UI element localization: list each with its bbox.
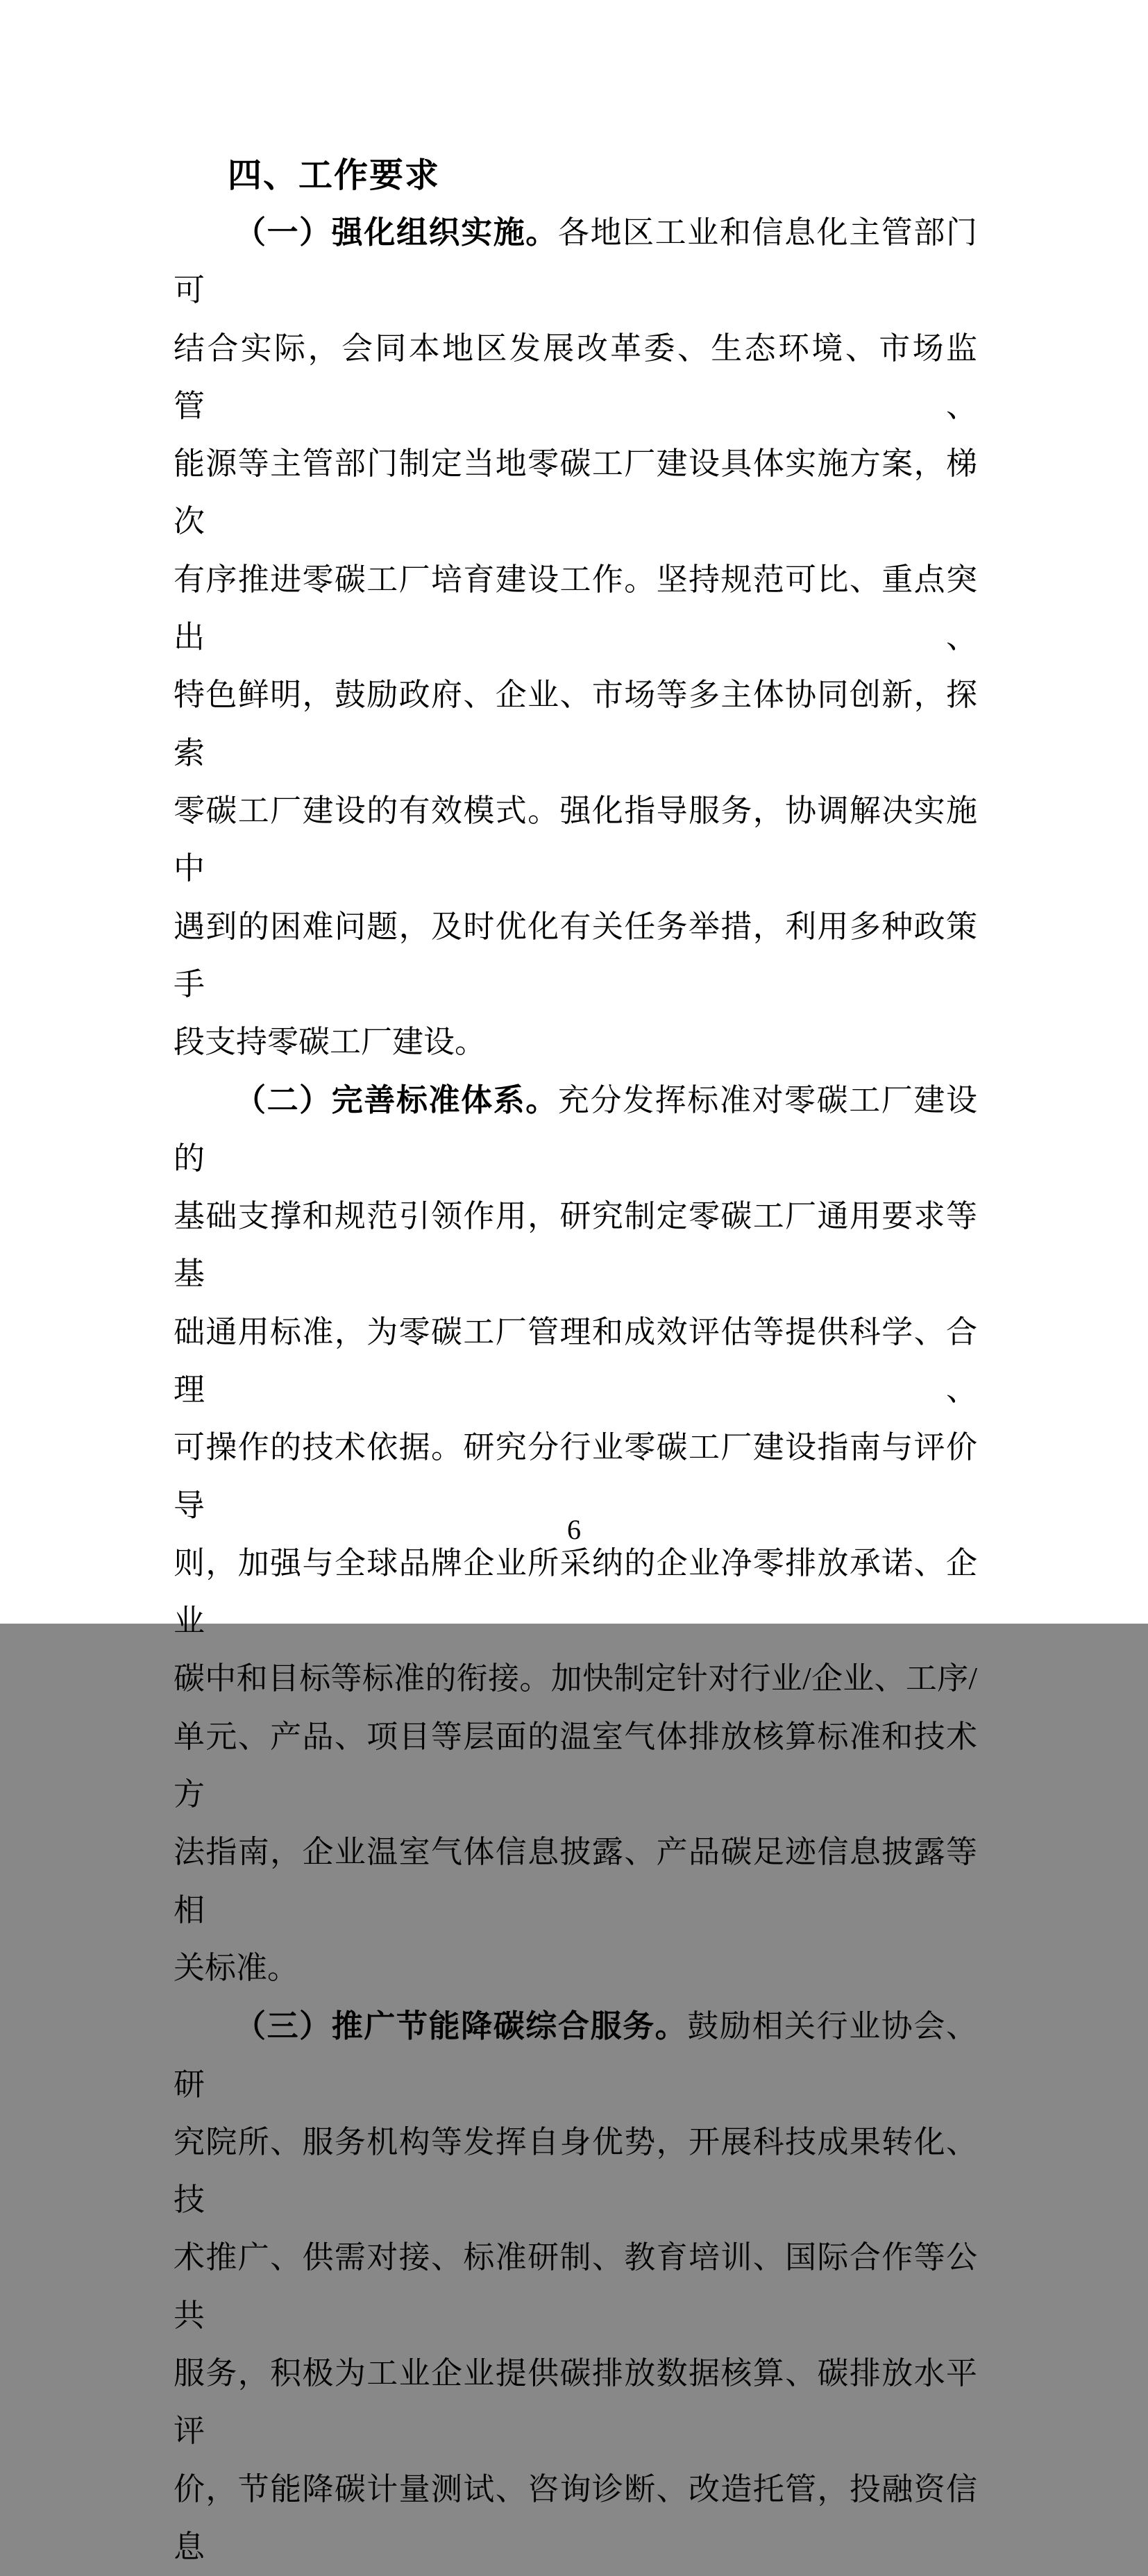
text-line xyxy=(174,2114,977,2230)
paragraph-lead-text: （二）完善标准体系。 xyxy=(235,1082,558,1118)
text-line xyxy=(174,1824,977,1939)
text-line xyxy=(174,1188,977,1304)
text-segment: 段支持零碳工厂建设。 xyxy=(174,1025,487,1060)
text-segment: 碳中和目标等标准的衔接。加快制定针对行业/企业、工序/ xyxy=(174,1661,977,1697)
text-segment: 遇到的困难问题，及时优化有关任务举措，利用多种政策手 xyxy=(174,909,977,1002)
text-segment: 可操作的技术依据。研究分行业零碳工厂建设指南与评价导 xyxy=(174,1430,977,1523)
text-segment: 各地区工业和信息化主管部门可 xyxy=(174,215,977,308)
text-line xyxy=(174,320,977,436)
paragraph xyxy=(174,203,977,1071)
text-line xyxy=(174,2461,977,2576)
text-line xyxy=(174,203,977,320)
text-line xyxy=(174,782,977,898)
text-segment: 鼓励相关行业协会、研 xyxy=(174,2009,977,2102)
text-line xyxy=(174,2345,977,2461)
paragraph-container xyxy=(174,203,977,2576)
text-segment: 术推广、供需对接、标准研制、教育培训、国际合作等公共 xyxy=(174,2240,977,2333)
text-segment: 零碳工厂建设的有效模式。强化指导服务，协调解决实施中 xyxy=(174,793,977,886)
text-line xyxy=(174,1939,977,1997)
text-line xyxy=(174,1535,977,1651)
text-segment: 法指南，企业温室气体信息披露、产品碳足迹信息披露等相 xyxy=(174,1835,977,1928)
text-segment: 能源等主管部门制定当地零碳工厂建设具体实施方案，梯次 xyxy=(174,446,977,539)
text-line xyxy=(174,2229,977,2345)
text-line xyxy=(174,435,977,551)
text-line xyxy=(174,1650,977,1708)
text-line xyxy=(174,666,977,782)
text-segment: 则，加强与全球品牌企业所采纳的企业净零排放承诺、企业 xyxy=(174,1545,977,1639)
text-segment: 有序推进零碳工厂培育建设工作。坚持规范可比、重点突出、 xyxy=(174,562,977,655)
paragraph-lead-text: （三）推广节能降碳综合服务。 xyxy=(235,2008,688,2044)
page-number: 6 xyxy=(567,1514,581,1545)
text-line xyxy=(174,1708,977,1824)
paragraph xyxy=(174,1997,977,2576)
text-line xyxy=(174,1304,977,1420)
text-segment: 究院所、服务机构等发挥自身优势，开展科技成果转化、技 xyxy=(174,2124,977,2218)
text-line xyxy=(174,1071,977,1188)
text-segment: 充分发挥标准对零碳工厂建设的 xyxy=(174,1083,977,1176)
section-heading: 四、工作要求 xyxy=(228,157,441,194)
paragraph-lead-text: （一）强化组织实施。 xyxy=(235,214,558,250)
text-segment: 单元、产品、项目等层面的温室气体排放核算标准和技术方 xyxy=(174,1719,977,1812)
document-content xyxy=(174,154,977,2576)
text-segment: 结合实际，会同本地区发展改革委、生态环境、市场监管、 xyxy=(174,330,977,423)
text-segment: 关标准。 xyxy=(174,1950,299,1985)
text-segment: 价，节能降碳计量测试、咨询诊断、改造托管，投融资信息 xyxy=(174,2471,977,2564)
text-segment: 特色鲜明，鼓励政府、企业、市场等多主体协同创新，探索 xyxy=(174,677,977,771)
text-segment: 础通用标准，为零碳工厂管理和成效评估等提供科学、合理、 xyxy=(174,1314,977,1407)
text-line xyxy=(174,1013,977,1071)
text-line xyxy=(174,898,977,1014)
text-segment: 基础支撑和规范引领作用，研究制定零碳工厂通用要求等基 xyxy=(174,1199,977,1292)
text-segment: 服务，积极为工业企业提供碳排放数据核算、碳排放水平评 xyxy=(174,2355,977,2449)
text-line xyxy=(174,551,977,667)
text-line xyxy=(174,1997,977,2114)
